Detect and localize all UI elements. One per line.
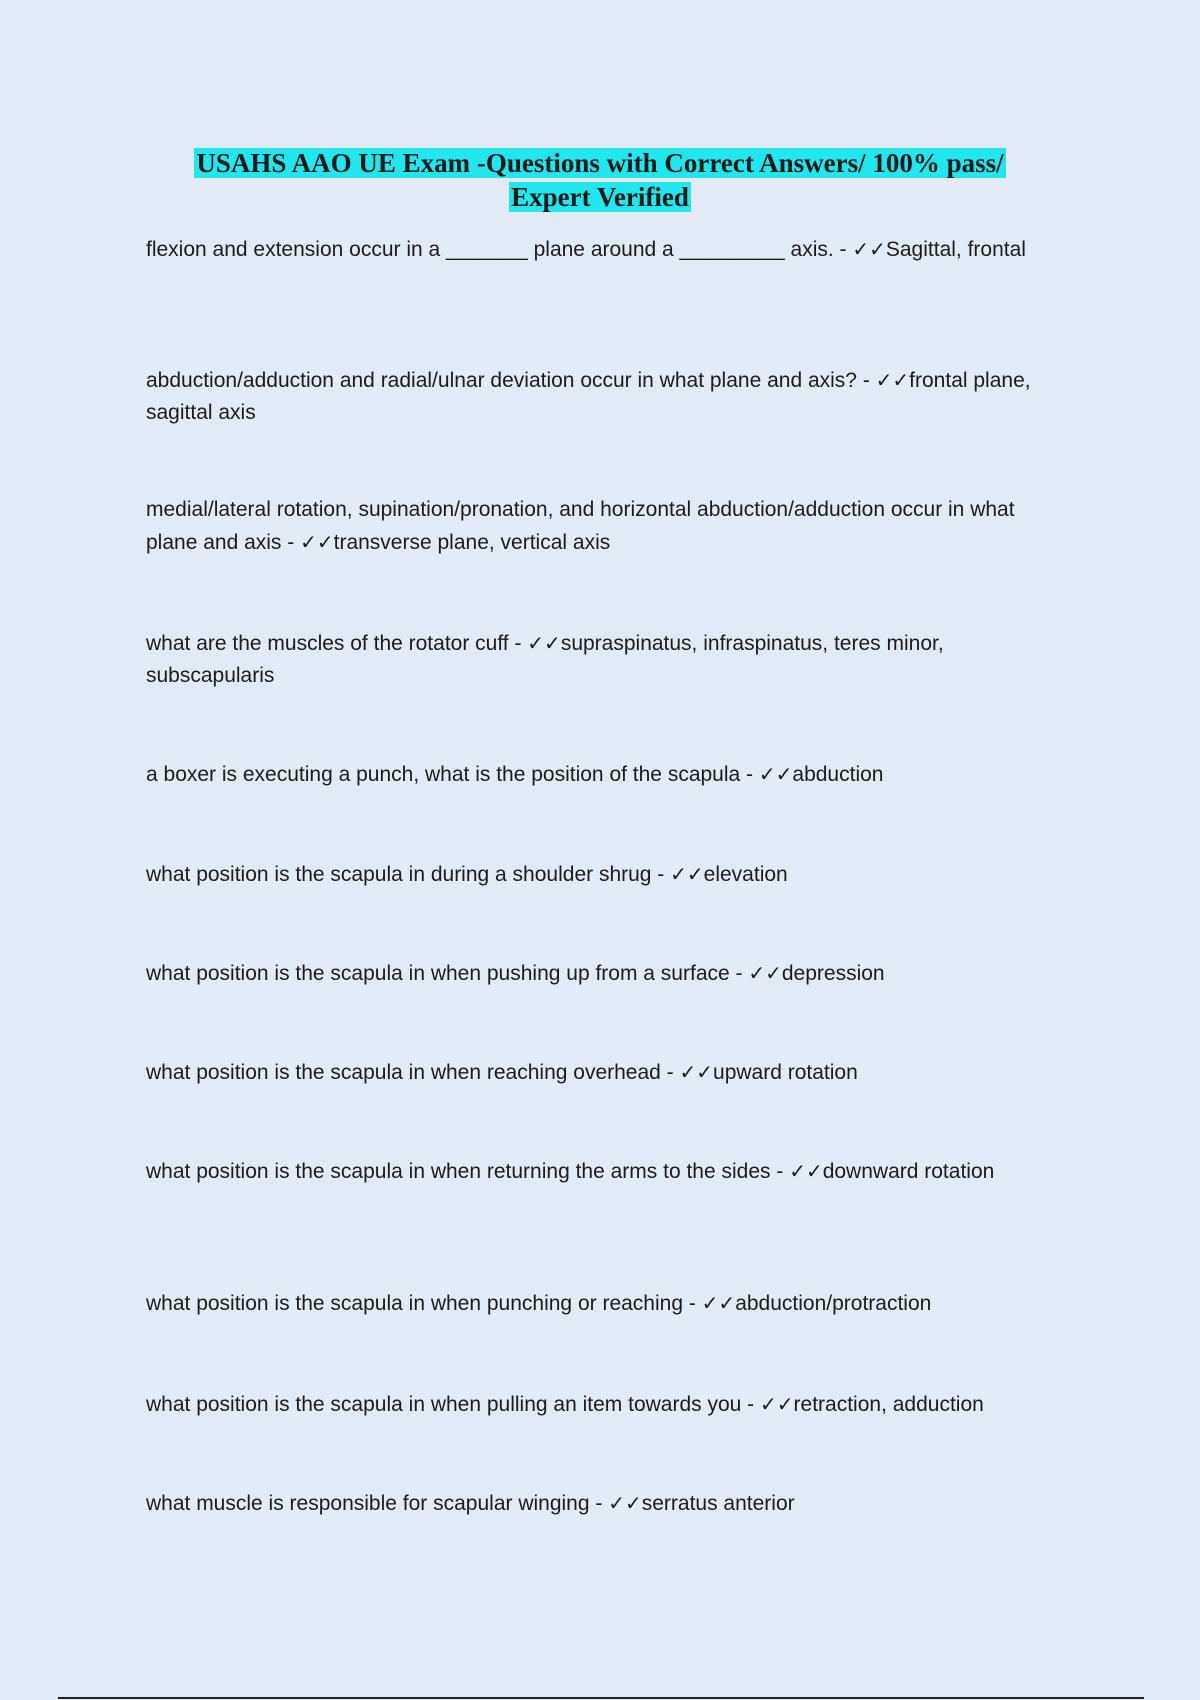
check-icon: ✓✓ (748, 961, 782, 985)
answer-text: transverse plane, vertical axis (333, 531, 611, 554)
qa-item-9 (146, 1155, 1066, 1188)
question-text: what position is the scapula in when pushing up from a surface - (146, 962, 749, 985)
answer-text: frontal plane, sagittal axis (146, 369, 1031, 424)
question-text: what muscle is responsible for scapular winging - (146, 1492, 609, 1515)
check-icon: ✓✓ (527, 631, 561, 655)
qa-item-3 (146, 494, 1066, 559)
qa-item-2 (146, 364, 1066, 429)
qa-item-1 (146, 233, 1066, 266)
question-text: what position is the scapula in when returning the arms to the sides - (146, 1160, 790, 1183)
answer-text: upward rotation (713, 1061, 858, 1084)
check-icon: ✓✓ (300, 530, 334, 554)
qa-item-10 (146, 1287, 1066, 1320)
check-icon: ✓✓ (608, 1491, 642, 1515)
answer-text: downward rotation (822, 1160, 995, 1183)
answer-text: serratus anterior (641, 1492, 795, 1515)
answer-text: Sagittal, frontal (885, 238, 1026, 261)
qa-item-5 (146, 758, 1066, 791)
check-icon: ✓✓ (789, 1159, 823, 1183)
qa-item-7 (146, 957, 1066, 990)
check-icon: ✓✓ (670, 862, 704, 886)
check-icon: ✓✓ (679, 1060, 714, 1084)
qa-item-12 (146, 1487, 1066, 1520)
check-icon: ✓✓ (760, 1392, 794, 1416)
qa-item-11 (146, 1388, 1066, 1421)
question-text: what position is the scapula in during a shoulder shrug - (146, 863, 671, 886)
question-text: what position is the scapula in when punching or reaching - (146, 1292, 702, 1315)
question-text: what position is the scapula in when pulling an item towards you - (146, 1393, 761, 1416)
question-text: abduction/adduction and radial/ulnar deviation occur in what plane and axis? - (146, 369, 876, 392)
title-line-2: Expert Verified (511, 182, 689, 212)
check-icon: ✓✓ (758, 762, 793, 786)
question-text: a boxer is executing a punch, what is the position of the scapula - (146, 763, 759, 786)
answer-text: abduction (792, 763, 884, 786)
question-text: what are the muscles of the rotator cuff - (146, 632, 528, 655)
qa-item-6 (146, 858, 1066, 891)
question-text: flexion and extension occur in a _______ plane around a _________ axis. - (146, 238, 853, 261)
question-text: medial/lateral rotation, supination/pronation, and horizontal abduction/adduction occur in what plane and axis - (146, 498, 1015, 554)
check-icon: ✓✓ (852, 237, 886, 261)
question-text: what position is the scapula in when reaching overhead - (146, 1061, 680, 1084)
answer-text: elevation (703, 863, 788, 886)
answer-text: depression (781, 962, 885, 985)
answer-text: supraspinatus, infraspinatus, teres minor, subscapularis (146, 632, 944, 687)
footer-divider (58, 1697, 1144, 1699)
qa-item-8 (146, 1056, 1066, 1089)
check-icon: ✓✓ (875, 368, 910, 392)
qa-item-4 (146, 627, 1066, 692)
answer-text: abduction/protraction (735, 1292, 932, 1315)
answer-text: retraction, adduction (793, 1393, 984, 1416)
title-line-1: USAHS AAO UE Exam -Questions with Correct Answers/ 100% pass/ (196, 148, 1004, 178)
check-icon: ✓✓ (701, 1291, 736, 1315)
document-title (146, 146, 1054, 214)
